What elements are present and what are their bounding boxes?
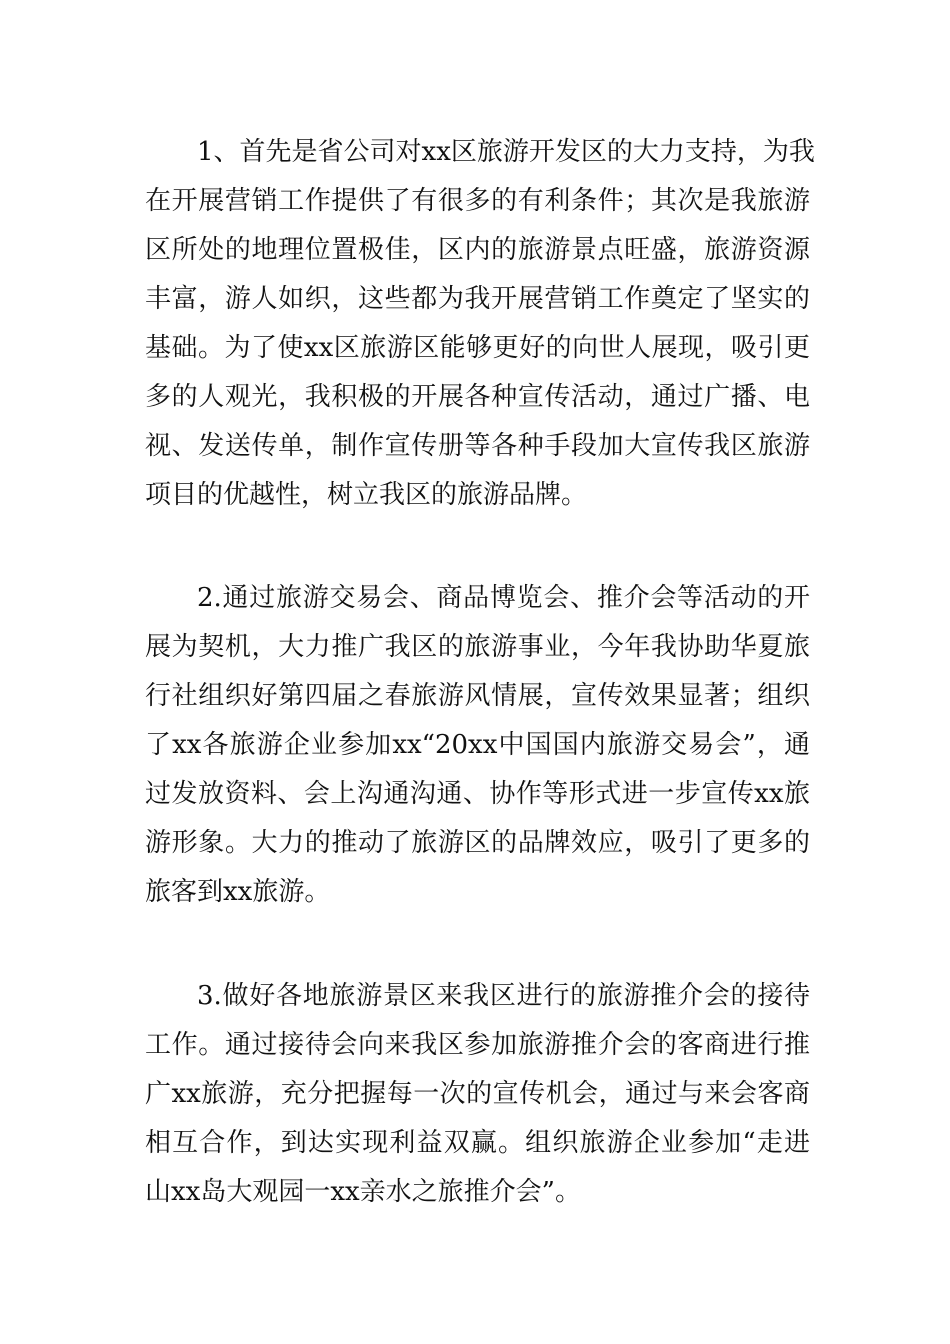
paragraph-line: 在开展营销工作提供了有很多的有利条件；其次是我旅游 (145, 186, 810, 216)
paragraph-line: 视、发送传单，制作宣传册等各种手段加大宣传我区旅游 (145, 431, 810, 461)
paragraph-line: 区所处的地理位置极佳，区内的旅游景点旺盛，旅游资源 (145, 235, 810, 265)
paragraph-line: 丰富，游人如织，这些都为我开展营销工作奠定了坚实的 (145, 284, 810, 314)
paragraph-line: 游形象。大力的推动了旅游区的品牌效应，吸引了更多的 (145, 828, 810, 858)
paragraph-line: 旅客到xx旅游。 (145, 877, 331, 907)
paragraph-line: 多的人观光，我积极的开展各种宣传活动，通过广播、电 (145, 382, 810, 412)
paragraph-line: 广xx旅游，充分把握每一次的宣传机会，通过与来会客商 (145, 1079, 810, 1109)
paragraph-line: 1、首先是省公司对xx区旅游开发区的大力支持，为我 (197, 137, 815, 167)
paragraph-line: 3.做好各地旅游景区来我区进行的旅游推介会的接待 (197, 981, 810, 1011)
paragraph-line: 展为契机，大力推广我区的旅游事业，今年我协助华夏旅 (145, 632, 810, 662)
paragraph-line: 工作。通过接待会向来我区参加旅游推介会的客商进行推 (145, 1030, 810, 1060)
paragraph-line: 相互合作，到达实现利益双赢。组织旅游企业参加“走进 (145, 1128, 810, 1158)
paragraph-line: 山xx岛大观园一xx亲水之旅推介会”。 (145, 1177, 581, 1207)
paragraph-line: 项目的优越性，树立我区的旅游品牌。 (145, 480, 588, 510)
paragraph-line: 行社组织好第四届之春旅游风情展，宣传效果显著；组织 (145, 681, 810, 711)
paragraph-line: 基础。为了使xx区旅游区能够更好的向世人展现，吸引更 (145, 333, 810, 363)
paragraph-line: 过发放资料、会上沟通沟通、协作等形式进一步宣传xx旅 (145, 779, 810, 809)
paragraph-line: 2.通过旅游交易会、商品博览会、推介会等活动的开 (197, 583, 810, 613)
paragraph-line: 了xx各旅游企业参加xx“20xx中国国内旅游交易会”，通 (145, 730, 810, 760)
